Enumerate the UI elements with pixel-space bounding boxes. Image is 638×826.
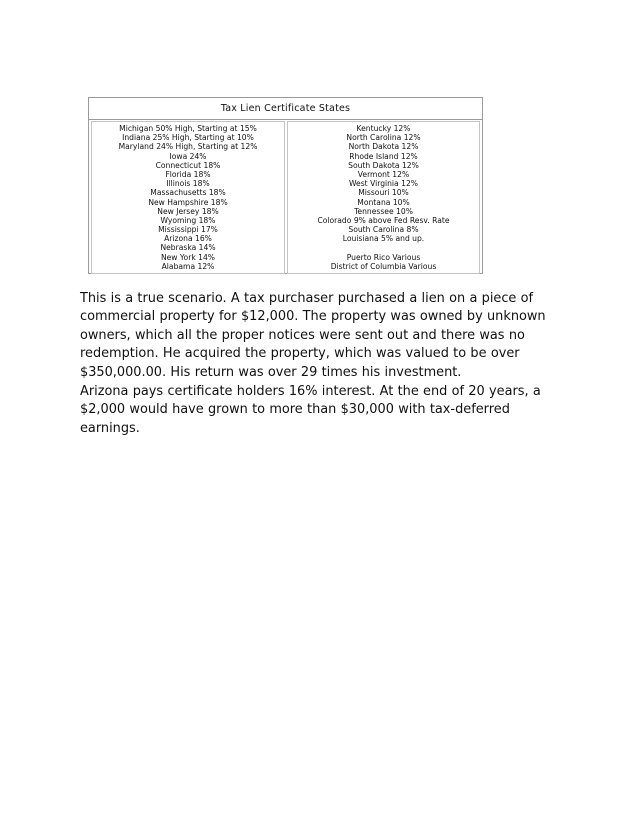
state-entry: Louisiana 5% and up. <box>342 234 425 244</box>
state-entry: Montana 10% <box>357 197 410 207</box>
state-entry: North Carolina 12% <box>346 133 421 143</box>
state-entry: Indiana 25% High, Starting at 10% <box>122 133 254 143</box>
scenario-paragraph: This is a true scenario. A tax purchaser purchased a lien on a piece of commercial property for $12,000. The property was owned by unknown owners, which all the proper notices were sent out and there was no redemption. He acquired the property, which was valued to be over $350,000.00. His return was over 29 times his investment. <box>80 291 546 380</box>
blank-line <box>288 243 479 252</box>
state-entry: Illinois 18% <box>166 179 210 189</box>
state-entry: Iowa 24% <box>169 151 207 161</box>
arizona-paragraph: Arizona pays certificate holders 16% interest. At the end of 20 years, a $2,000 would have grown to more than $30,000 with tax-deferred earnings. <box>80 384 541 436</box>
tax-lien-table <box>88 97 483 274</box>
state-entry: Florida 18% <box>165 169 211 179</box>
state-entry: North Dakota 12% <box>348 142 419 152</box>
state-entry: South Dakota 12% <box>348 160 419 170</box>
state-entry: Massachusetts 18% <box>150 188 226 198</box>
state-entry: Kentucky 12% <box>356 124 411 133</box>
state-entry: District of Columbia Various <box>330 261 437 271</box>
state-entry: Missouri 10% <box>358 188 409 198</box>
state-entry: Arizona 16% <box>164 234 212 244</box>
state-entry: New York 14% <box>160 252 216 262</box>
state-entry: West Virginia 12% <box>348 179 418 189</box>
state-entry: Vermont 12% <box>357 169 410 179</box>
state-entry: Maryland 24% High, Starting at 12% <box>118 142 258 152</box>
state-entry: Tennessee 10% <box>354 206 413 216</box>
left-states-column <box>91 121 285 274</box>
right-states-column <box>287 121 480 274</box>
table-body <box>91 121 480 274</box>
state-entry: Colorado 9% above Fed Resv. Rate <box>317 215 450 225</box>
state-entry: South Carolina 8% <box>348 225 419 235</box>
state-entry: Connecticut 18% <box>155 160 221 170</box>
state-entry: New Hampshire 18% <box>148 197 228 207</box>
state-entry: Michigan 50% High, Starting at 15% <box>119 124 257 133</box>
state-entry: Rhode Island 12% <box>349 151 418 161</box>
state-entry: New Jersey 18% <box>157 206 219 216</box>
state-entry: Puerto Rico Various <box>346 252 421 262</box>
state-entry: Mississippi 17% <box>158 225 218 235</box>
state-entry: Alabama 12% <box>161 261 215 271</box>
state-entry: Wyoming 18% <box>160 215 216 225</box>
table-title: Tax Lien Certificate States <box>89 98 482 120</box>
state-entry: Nebraska 14% <box>160 243 216 253</box>
